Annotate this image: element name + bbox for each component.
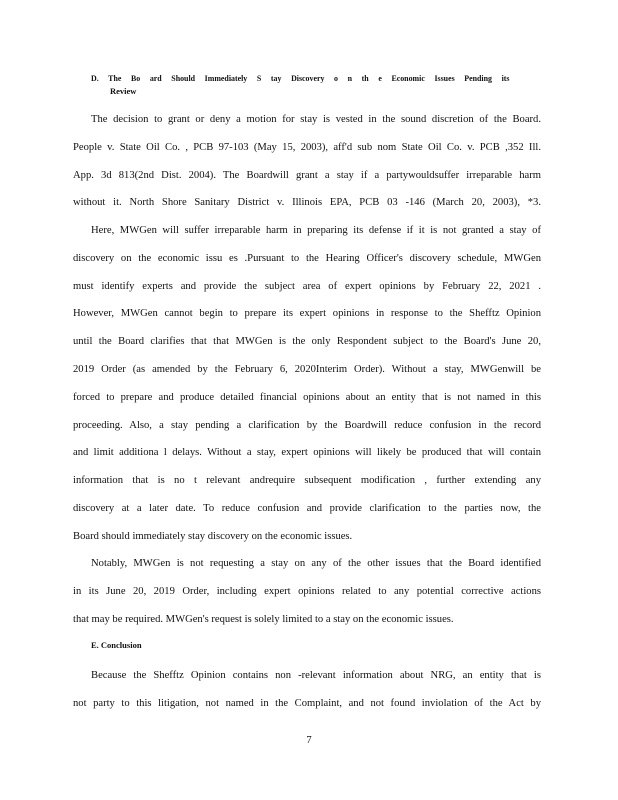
paragraph-line: Here, MWGen will suffer irreparable harm in preparing its defense if it is not granted a stay of [91, 225, 541, 236]
section-heading-d-continued: Review [110, 86, 137, 96]
page-number: 7 [306, 735, 312, 746]
paragraph-line: App. 3d 813(2nd Dist. 2004). The Boardwill grant a stay if a partywouldsuffer irreparable harm [73, 170, 541, 181]
paragraph-line: proceeding. Also, a stay pending a clarification by the Boardwill reduce confusion in the record [73, 420, 541, 431]
paragraph-line: People v. State Oil Co. , PCB 97-103 (May 15, 2003), aff'd sub nom State Oil Co. v. PCB ,352 Ill. [73, 142, 541, 153]
paragraph-line: until the Board clarifies that that MWGen is the only Respondent subject to the Board's June 20, [73, 336, 541, 347]
paragraph-line: discovery on the economic issu es .Pursuant to the Hearing Officer's discovery schedule, MWGen [73, 253, 541, 264]
section-heading-e: E. Conclusion [91, 640, 142, 650]
paragraph-line: Notably, MWGen is not requesting a stay on any of the other issues that the Board identified [91, 558, 541, 569]
paragraph-line: and limit additiona l delays. Without a stay, expert opinions will likely be produced that will contain [73, 447, 541, 458]
paragraph-line: in its June 20, 2019 Order, including expert opinions related to any potential corrective actions [73, 586, 541, 597]
paragraph-line: information that is no t relevant andrequire subsequent modification , further extending any [73, 475, 541, 486]
section-heading-d: D. The Bo ard Should Immediately S tay Discovery o n th e Economic Issues Pending its [91, 73, 510, 83]
paragraph-line: that may be required. MWGen's request is solely limited to a stay on the economic issues. [73, 614, 454, 625]
paragraph-line: The decision to grant or deny a motion for stay is vested in the sound discretion of the Board. [91, 114, 541, 125]
paragraph-line: not party to this litigation, not named in the Complaint, and not found inviolation of the Act by [73, 698, 541, 709]
paragraph-line: 2019 Order (as amended by the February 6, 2020Interim Order). Without a stay, MWGenwill be [73, 364, 541, 375]
paragraph-line: without it. North Shore Sanitary District v. Illinois EPA, PCB 03 -146 (March 20, 2003), *3. [73, 197, 541, 208]
paragraph-line: Because the Shefftz Opinion contains non -relevant information about NRG, an entity that is [91, 670, 541, 681]
paragraph-line: must identify experts and provide the subject area of expert opinions by February 22, 2021 . [73, 281, 541, 292]
paragraph-line: Board should immediately stay discovery on the economic issues. [73, 531, 353, 542]
paragraph-line: discovery at a later date. To reduce confusion and provide clarification to the parties now, the [73, 503, 541, 514]
paragraph-line: However, MWGen cannot begin to prepare its expert opinions in response to the Shefftz Opinion [73, 308, 541, 319]
paragraph-line: forced to prepare and produce detailed financial opinions about an entity that is not named in this [73, 392, 541, 403]
